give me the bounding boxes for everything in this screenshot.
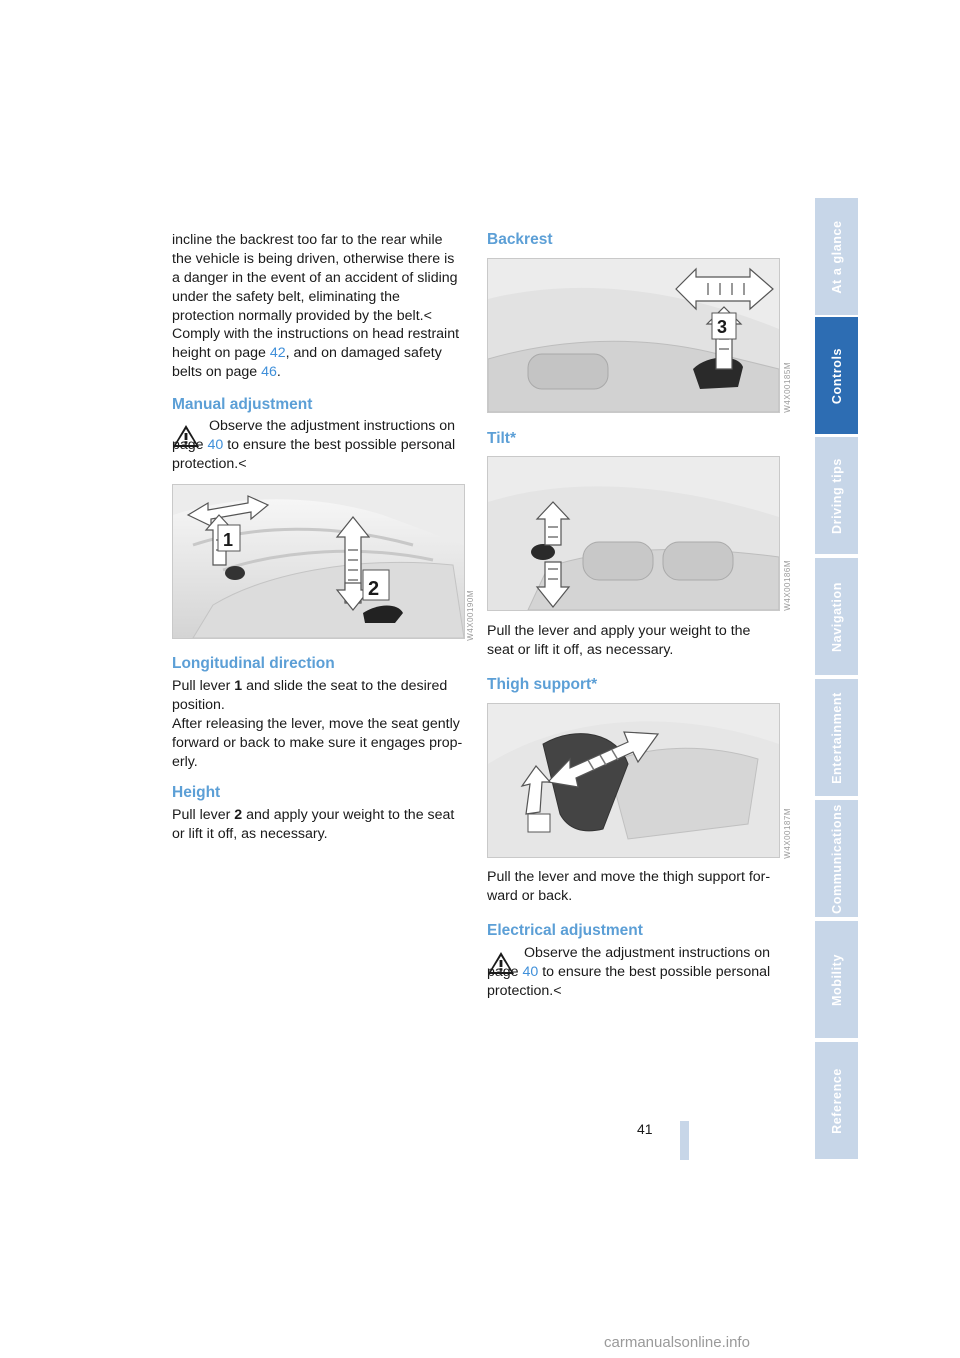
manual-warning-text (172, 417, 464, 474)
tab-label: Navigation (829, 581, 844, 652)
end-mark: < (423, 308, 432, 324)
electrical-adjustment-heading: Electrical adjustment (487, 922, 643, 939)
longitudinal-text-1 (172, 677, 464, 715)
tab-label: Communications (829, 803, 844, 914)
lever-1-ref: 1 (234, 678, 243, 694)
height-text (172, 806, 464, 844)
sidebar-tab-driving-tips[interactable] (815, 437, 858, 554)
longitudinal-text-2: After releasing the lever, move the seat gently forward or back to make sure it engages properly. (172, 716, 463, 770)
electric-warn-post: to ensure the best possible personal protection. (487, 964, 771, 999)
backrest-figure (487, 258, 780, 413)
page-link-40[interactable]: 40 (522, 964, 539, 980)
tilt-text: Pull the lever and apply your weight to the seat or lift it off, as necessary. (487, 623, 751, 658)
height-text-post: and apply your weight to the seat or lift it off, as necessary. (172, 807, 455, 842)
sidebar-tab-mobility[interactable] (815, 921, 858, 1038)
tab-label: Mobility (829, 953, 844, 1006)
watermark: carmanualsonline.info (604, 1334, 750, 1351)
manual-adjustment-heading: Manual adjustment (172, 396, 313, 413)
backrest-heading: Backrest (487, 231, 553, 248)
comply-text-pre: Comply with the instructions on head restraint height on page (172, 326, 460, 361)
end-mark: < (238, 456, 247, 472)
sidebar-tab-at-a-glance[interactable] (815, 198, 858, 315)
sidebar-tab-controls[interactable] (815, 317, 858, 434)
manual-warn-pre: Observe the adjustment instructions on page (172, 418, 456, 453)
tab-label: Reference (829, 1067, 844, 1134)
manual-warn-post: to ensure the best possible personal protection. (172, 437, 456, 472)
page-link-40[interactable]: 40 (207, 437, 224, 453)
comply-paragraph (172, 325, 464, 382)
lever-label-3: 3 (717, 317, 728, 337)
long-text-post: and slide the seat to the desired position. (172, 678, 448, 713)
lever-2-ref: 2 (234, 807, 243, 823)
lever-label-1: 1 (223, 530, 234, 550)
end-mark: < (553, 983, 562, 999)
page-number-bar (680, 1121, 689, 1160)
figure-2-code: W4X00185M (783, 362, 792, 413)
tilt-heading: Tilt* (487, 430, 516, 447)
longitudinal-direction-heading: Longitudinal direction (172, 655, 335, 672)
figure-3-code: W4X00186M (783, 560, 792, 611)
sidebar-tab-communications[interactable] (815, 800, 858, 917)
sidebar-tab-navigation[interactable] (815, 558, 858, 675)
intro-text: incline the backrest too far to the rear while the vehicle is being driven, otherwise there is a danger in the event of an accident of sliding under the safety belt, eliminating the protection normally provided by the belt. (172, 232, 458, 324)
electric-warn-pre: Observe the adjustment instructions on page (487, 945, 771, 980)
sidebar-tab-reference[interactable] (815, 1042, 858, 1159)
manual-seat-figure (172, 484, 465, 639)
page-link-46[interactable]: 46 (261, 364, 277, 380)
thigh-text: Pull the lever and move the thigh support forward or back. (487, 869, 771, 904)
height-text-pre: Pull lever (172, 807, 235, 823)
tilt-figure (487, 456, 780, 611)
tab-label: At a glance (829, 219, 844, 294)
intro-paragraph (172, 231, 464, 326)
tab-label: Entertainment (829, 691, 844, 784)
sidebar-tab-entertainment[interactable] (815, 679, 858, 796)
figure-4-code: W4X00187M (783, 808, 792, 859)
page-link-42[interactable]: 42 (269, 345, 286, 361)
electrical-warning-text (487, 944, 779, 1001)
thigh-support-heading: Thigh support* (487, 676, 598, 693)
long-text-pre: Pull lever (172, 678, 235, 694)
comply-text-mid: , and on damaged safety belts on page (172, 345, 442, 380)
thigh-support-figure (487, 703, 780, 858)
tab-label: Controls (829, 347, 844, 404)
tab-label: Driving tips (829, 457, 844, 534)
page-number: 41 (637, 1121, 653, 1137)
comply-text-post: . (276, 364, 281, 380)
height-heading: Height (172, 784, 221, 801)
lever-label-2: 2 (368, 578, 380, 600)
figure-1-code: W4X00190M (466, 590, 475, 641)
